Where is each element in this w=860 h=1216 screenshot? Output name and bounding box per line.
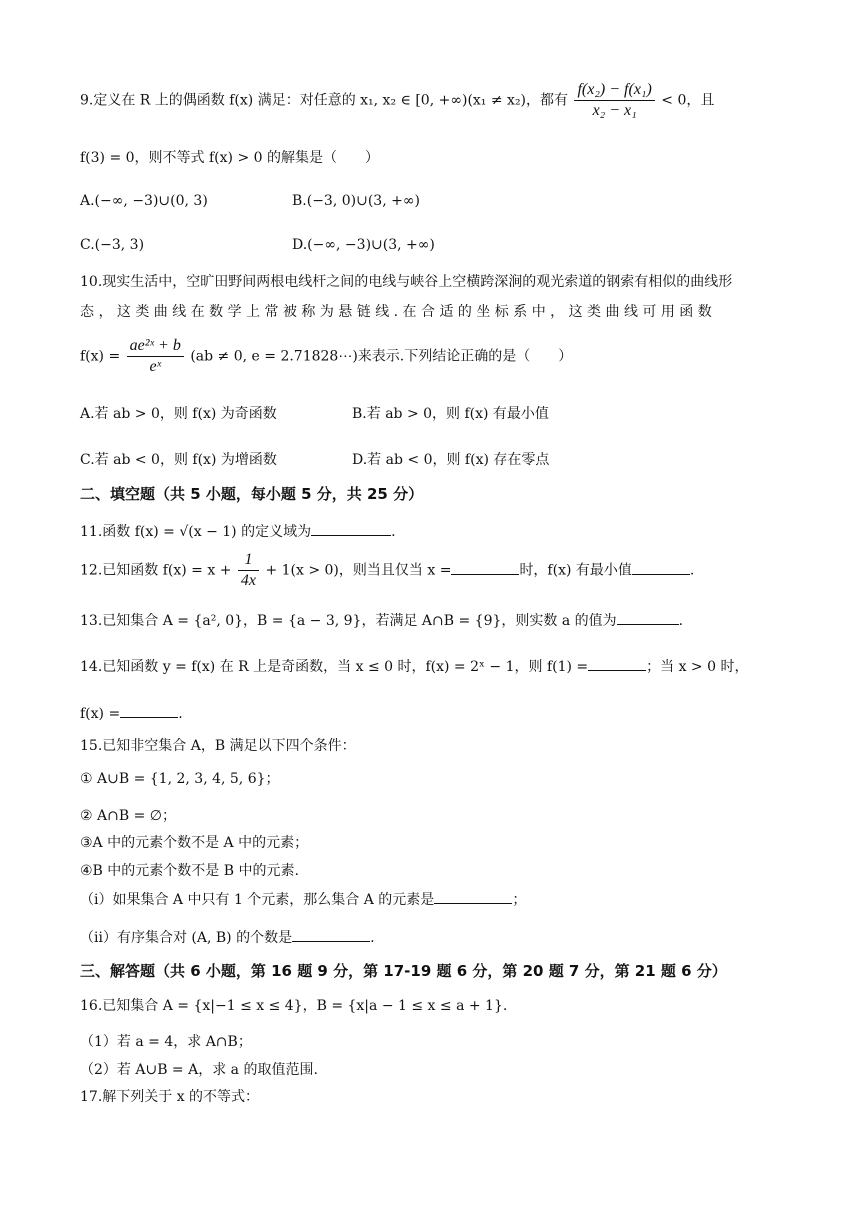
q14-line2-text: f(x) = bbox=[80, 706, 121, 722]
q15-part-i-text: （ⅰ）如果集合 A 中只有 1 个元素，那么集合 A 的元素是 bbox=[80, 892, 435, 908]
q9-option-b: B.(−3, 0)∪(3, +∞) bbox=[292, 193, 420, 209]
q14-text-b: ；当 x > 0 时， bbox=[646, 659, 749, 675]
q9-frac-num: f(x₂) − f(x₁) bbox=[574, 82, 654, 101]
q14-end: . bbox=[178, 706, 183, 722]
q12-text-b: + 1(x > 0)，则当且仅当 x = bbox=[265, 562, 452, 579]
q12-frac-num: 1 bbox=[238, 552, 259, 571]
q9-option-c: C.(−3, 3) bbox=[80, 237, 145, 253]
q10-func-rhs: (ab ≠ 0, e = 2.71828⋯)来表示.下列结论正确的是（ ） bbox=[190, 348, 573, 365]
q12-frac-den: 4x bbox=[240, 572, 256, 589]
q15-condition-3: ③A 中的元素个数不是 A 中的元素； bbox=[80, 835, 309, 851]
q12-answer-blank-2[interactable] bbox=[632, 562, 690, 575]
q11-text: 11.函数 f(x) = √(x − 1) 的定义域为 bbox=[80, 524, 312, 540]
q15-part-i-end: ； bbox=[512, 892, 527, 908]
q10-function-line bbox=[80, 338, 572, 375]
q15-condition-1: ① A∪B = {1, 2, 3, 4, 5, 6}； bbox=[80, 771, 280, 787]
q13 bbox=[80, 612, 683, 628]
q10-line2: 态 ， 这 类 曲 线 在 数 学 上 常 被 称 为 悬 链 线 . 在 合 适 的 坐 标 系 中 ， 这 类 曲 线 可 用 函 数 bbox=[80, 304, 712, 320]
q14-line2 bbox=[80, 705, 183, 721]
q16-part-2: （2）若 A∪B = A，求 a 的取值范围. bbox=[80, 1062, 318, 1078]
q15-answer-blank-1[interactable] bbox=[434, 891, 512, 904]
q15-part-ii-end: . bbox=[370, 930, 375, 946]
q12-end: . bbox=[689, 562, 695, 579]
q14-text-a: 14.已知函数 y = f(x) 在 R 上是奇函数，当 x ≤ 0 时，f(x) = 2ˣ − 1，则 f(1) = bbox=[80, 659, 589, 675]
q9-option-d: D.(−∞, −3)∪(3, +∞) bbox=[292, 237, 435, 253]
q15-condition-4: ④B 中的元素个数不是 B 中的元素. bbox=[80, 863, 299, 879]
q10-func-lhs: f(x) = bbox=[80, 348, 121, 365]
q15-condition-2: ② A∩B = ∅； bbox=[80, 808, 176, 824]
q16-part-1: （1）若 a = 4，求 A∩B； bbox=[80, 1034, 252, 1050]
section-3-heading: 三、解答题（共 6 小题，第 16 题 9 分，第 17-19 题 6 分，第 20 题 7 分，第 21 题 6 分） bbox=[80, 962, 727, 980]
section-2-heading: 二、填空题（共 5 小题，每小题 5 分，共 25 分） bbox=[80, 485, 424, 503]
q9-fraction bbox=[574, 82, 654, 119]
q14-answer-blank-2[interactable] bbox=[120, 705, 178, 718]
q14-line1 bbox=[80, 658, 748, 674]
q12-answer-blank-1[interactable] bbox=[451, 562, 519, 575]
q11-answer-blank[interactable] bbox=[311, 523, 391, 536]
q11 bbox=[80, 523, 396, 539]
q12-text-a: 12.已知函数 f(x) = x + bbox=[80, 562, 232, 579]
q17-stem: 17.解下列关于 x 的不等式： bbox=[80, 1089, 260, 1105]
q11-end: . bbox=[391, 524, 396, 540]
q9-option-a: A.(−∞, −3)∪(0, 3) bbox=[80, 193, 208, 209]
q12 bbox=[80, 552, 694, 589]
q12-fraction bbox=[238, 552, 259, 589]
q10-option-c: C.若 ab < 0，则 f(x) 为增函数 bbox=[80, 452, 277, 468]
q13-answer-blank[interactable] bbox=[617, 612, 679, 625]
q10-fraction bbox=[127, 338, 184, 375]
q15-answer-blank-2[interactable] bbox=[292, 929, 370, 942]
q10-option-d: D.若 ab < 0，则 f(x) 存在零点 bbox=[352, 452, 550, 468]
q14-answer-blank-1[interactable] bbox=[588, 658, 646, 671]
q13-end: . bbox=[678, 613, 684, 629]
q10-option-a: A.若 ab > 0，则 f(x) 为奇函数 bbox=[80, 406, 277, 422]
q15-intro: 15.已知非空集合 A，B 满足以下四个条件： bbox=[80, 738, 356, 754]
q15-part-ii bbox=[80, 929, 375, 945]
q10-frac-den: eˣ bbox=[149, 358, 162, 375]
q16-stem: 16.已知集合 A = {x|−1 ≤ x ≤ 4}，B = {x|a − 1 ≤ x ≤ a + 1}. bbox=[80, 998, 508, 1014]
q9-frac-den: x₂ − x₁ bbox=[592, 102, 637, 119]
q10-option-b: B.若 ab > 0，则 f(x) 有最小值 bbox=[352, 406, 549, 422]
q10-frac-num: ae²ˣ + b bbox=[127, 338, 184, 357]
q9-line2: f(3) = 0，则不等式 f(x) > 0 的解集是（ ） bbox=[80, 150, 379, 166]
q9-text-a: 9.定义在 R 上的偶函数 f(x) 满足：对任意的 x₁, x₂ ∈ [0, +∞)(x₁ ≠ x₂)，都有 bbox=[80, 92, 569, 109]
q10-line1: 10.现实生活中，空旷田野间两根电线杆之间的电线与峡谷上空横跨深涧的观光索道的钢索有相似的曲线形 bbox=[80, 274, 733, 290]
q13-text: 13.已知集合 A = {a², 0}，B = {a − 3, 9}，若满足 A∩B = {9}，则实数 a 的值为 bbox=[80, 613, 617, 629]
q15-part-ii-text: （ⅱ）有序集合对 (A, B) 的个数是 bbox=[80, 930, 293, 946]
q9-line1 bbox=[80, 82, 714, 119]
q12-text-c: 时，f(x) 有最小值 bbox=[519, 562, 632, 579]
q9-text-b: < 0，且 bbox=[661, 92, 715, 109]
q15-part-i bbox=[80, 891, 526, 907]
